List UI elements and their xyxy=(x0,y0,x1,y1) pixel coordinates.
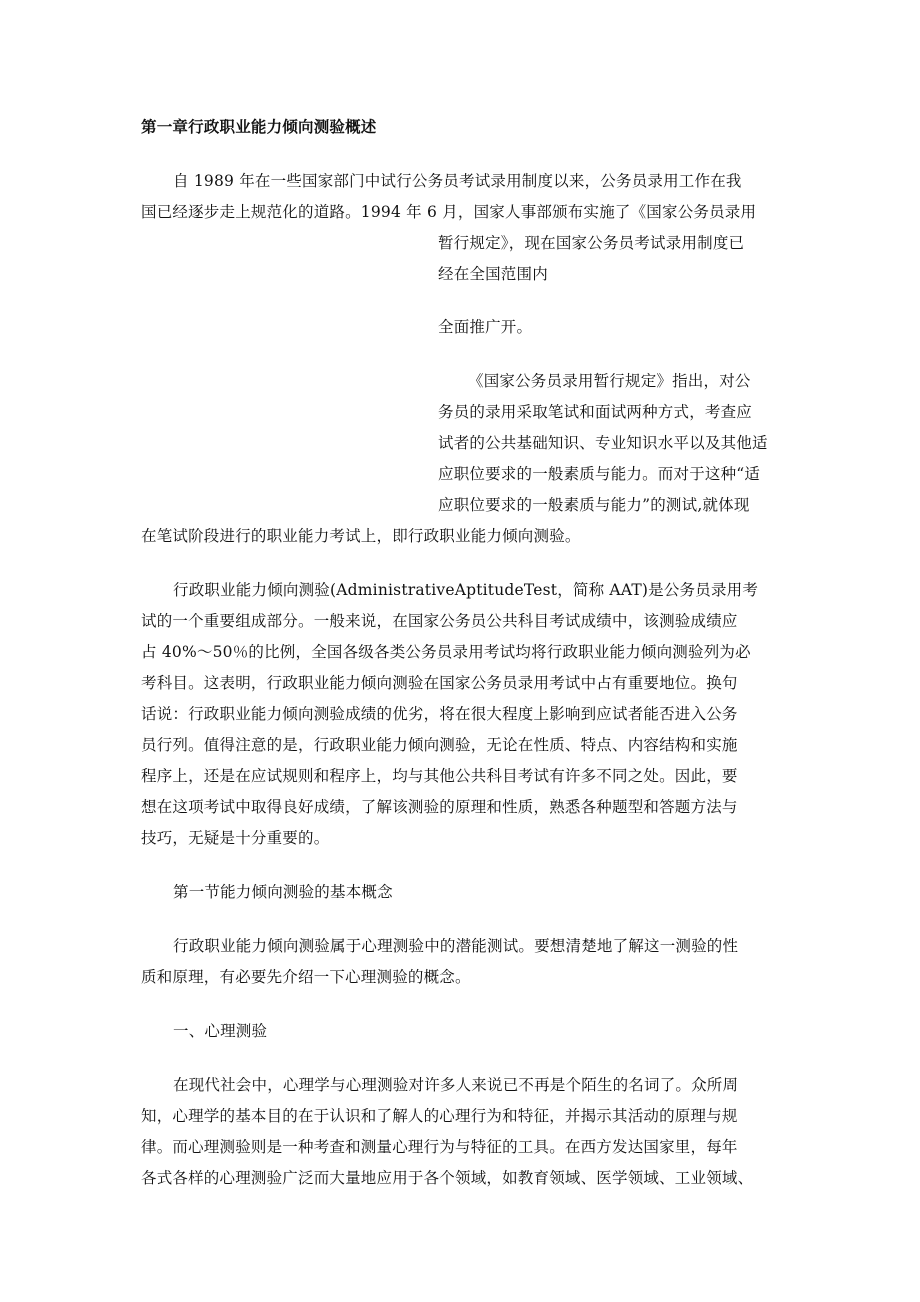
paragraph-2-line-1: 《国家公务员录用暂行规定》指出，对公 xyxy=(468,372,751,390)
paragraph-3-line-6: 员行列。值得注意的是，行政职业能力倾向测验，无论在性质、特点、内容结构和实施 xyxy=(141,736,738,754)
paragraph-3-line-4: 考科目。这表明，行政职业能力倾向测验在国家公务员录用考试中占有重要地位。换句 xyxy=(141,674,738,692)
paragraph-3-line-7: 程序上，还是在应试规则和程序上，均与其他公共科目考试有许多不同之处。因此，要 xyxy=(141,767,738,785)
paragraph-2-line-6: 在笔试阶段进行的职业能力考试上，即行政职业能力倾向测验。 xyxy=(141,527,581,545)
paragraph-1-line-3: 暂行规定》，现在国家公务员考试录用制度已 xyxy=(438,234,745,252)
paragraph-1-line-1: 自 1989 年在一些国家部门中试行公务员考试录用制度以来，公务员录用工作在我 xyxy=(173,172,742,190)
paragraph-2-line-3: 试者的公共基础知识、专业知识水平以及其他适 xyxy=(438,434,768,452)
paragraph-3-line-1: 行政职业能力倾向测验(AdministrativeAptitudeTest，简称 AAT)是公务员录用考 xyxy=(173,581,759,599)
paragraph-1-line-2: 国已经逐步走上规范化的道路。1994 年 6 月，国家人事部颁布实施了《国家公务员录用 xyxy=(141,203,757,221)
paragraph-2-line-5: 应职位要求的一般素质与能力”的测试,就体现 xyxy=(438,496,750,514)
subsection-title: 一、心理测验 xyxy=(173,1022,268,1040)
paragraph-5-line-3: 律。而心理测验则是一种考查和测量心理行为与特征的工具。在西方发达国家里，每年 xyxy=(141,1138,738,1156)
paragraph-5-line-1: 在现代社会中，心理学与心理测验对许多人来说已不再是个陌生的名词了。众所周 xyxy=(173,1076,739,1094)
paragraph-4-line-1: 行政职业能力倾向测验属于心理测验中的潜能测试。要想清楚地了解这一测验的性 xyxy=(173,937,739,955)
paragraph-1-line-5: 全面推广开。 xyxy=(438,318,533,336)
paragraph-3-line-5: 话说：行政职业能力倾向测验成绩的优劣，将在很大程度上影响到应试者能否进入公务 xyxy=(141,705,738,723)
section-title: 第一节能力倾向测验的基本概念 xyxy=(173,883,393,901)
paragraph-5-line-2: 知，心理学的基本目的在于认识和了解人的心理行为和特征，并揭示其活动的原理与规 xyxy=(141,1107,738,1125)
paragraph-2-line-2: 务员的录用采取笔试和面试两种方式，考查应 xyxy=(438,403,753,421)
chapter-title: 第一章行政职业能力倾向测验概述 xyxy=(141,117,377,136)
paragraph-3-line-2: 试的一个重要组成部分。一般来说，在国家公务员公共科目考试成绩中，该测验成绩应 xyxy=(141,612,738,630)
paragraph-3-line-9: 技巧，无疑是十分重要的。 xyxy=(141,829,330,847)
paragraph-3-line-3: 占 40%～50％的比例，全国各级各类公务员录用考试均将行政职业能力倾向测验列为必 xyxy=(141,643,751,661)
paragraph-3-line-8: 想在这项考试中取得良好成绩，了解该测验的原理和性质，熟悉各种题型和答题方法与 xyxy=(141,798,738,816)
paragraph-1-line-4: 经在全国范围内 xyxy=(438,265,548,283)
paragraph-5-line-4: 各式各样的心理测验广泛而大量地应用于各个领域，如教育领域、医学领域、工业领域、 xyxy=(141,1169,754,1187)
paragraph-4-line-2: 质和原理，有必要先介绍一下心理测验的概念。 xyxy=(141,968,471,986)
paragraph-2-line-4: 应职位要求的一般素质与能力。而对于这种“适 xyxy=(438,465,761,483)
